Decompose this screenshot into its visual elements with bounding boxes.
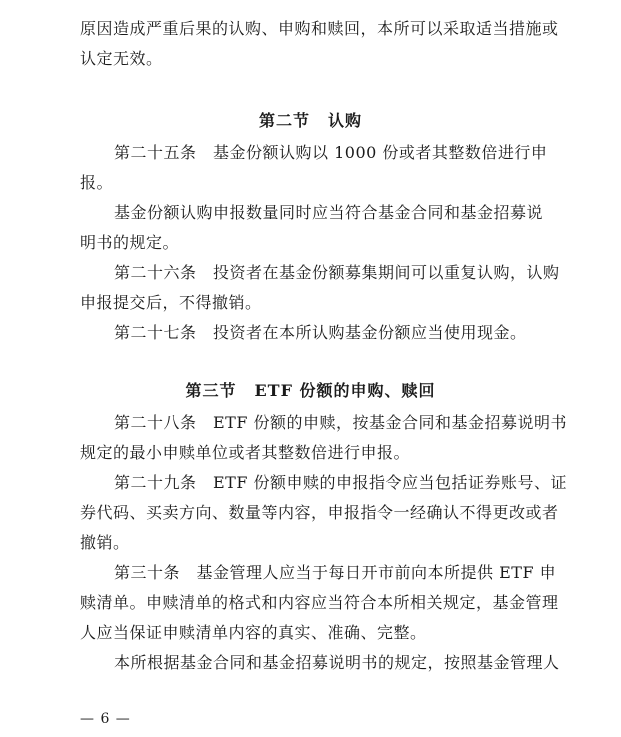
article-27-line: 第二十七条 投资者在本所认购基金份额应当使用现金。	[114, 323, 527, 342]
page-number: — 6 —	[80, 711, 131, 727]
section-heading-subscription	[0, 110, 621, 132]
paragraph-line: 撤销。	[80, 533, 130, 552]
article-26-line: 第二十六条 投资者在基金份额募集期间可以重复认购，认购	[114, 263, 560, 282]
section-number: 第二节	[258, 111, 310, 130]
article-28-line: 第二十八条 ETF 份额的申赎，按基金合同和基金招募说明书	[114, 413, 568, 432]
article-25-line: 第二十五条 基金份额认购以 1000 份或者其整数倍进行申	[114, 143, 548, 162]
paragraph-line: 赎清单。申赎清单的格式和内容应当符合本所相关规定，基金管理	[80, 593, 559, 612]
paragraph-line: 券代码、买卖方向、数量等内容，申报指令一经确认不得更改或者	[80, 503, 559, 522]
section-heading-etf-creation-redemption	[0, 380, 621, 402]
paragraph-line: 明书的规定。	[80, 233, 180, 252]
paragraph-line: 申报提交后，不得撤销。	[80, 293, 262, 312]
paragraph-line: 原因造成严重后果的认购、申购和赎回，本所可以采取适当措施或	[80, 19, 559, 38]
section-number: 第三节	[185, 381, 237, 400]
paragraph-line: 人应当保证申赎清单内容的真实、准确、完整。	[80, 623, 427, 642]
section-title: 认购	[328, 111, 363, 130]
paragraph-line: 本所根据基金合同和基金招募说明书的规定，按照基金管理人	[114, 653, 560, 672]
section-title: ETF 份额的申购、赎回	[254, 381, 436, 400]
article-29-line: 第二十九条 ETF 份额申赎的申报指令应当包括证券账号、证	[114, 473, 568, 492]
article-30-line: 第三十条 基金管理人应当于每日开市前向本所提供 ETF 申	[114, 563, 557, 582]
paragraph-line: 规定的最小申赎单位或者其整数倍进行申报。	[80, 443, 411, 462]
paragraph-line: 报。	[80, 173, 114, 192]
paragraph-line: 基金份额认购申报数量同时应当符合基金合同和基金招募说	[114, 203, 544, 222]
paragraph-line: 认定无效。	[80, 49, 163, 68]
